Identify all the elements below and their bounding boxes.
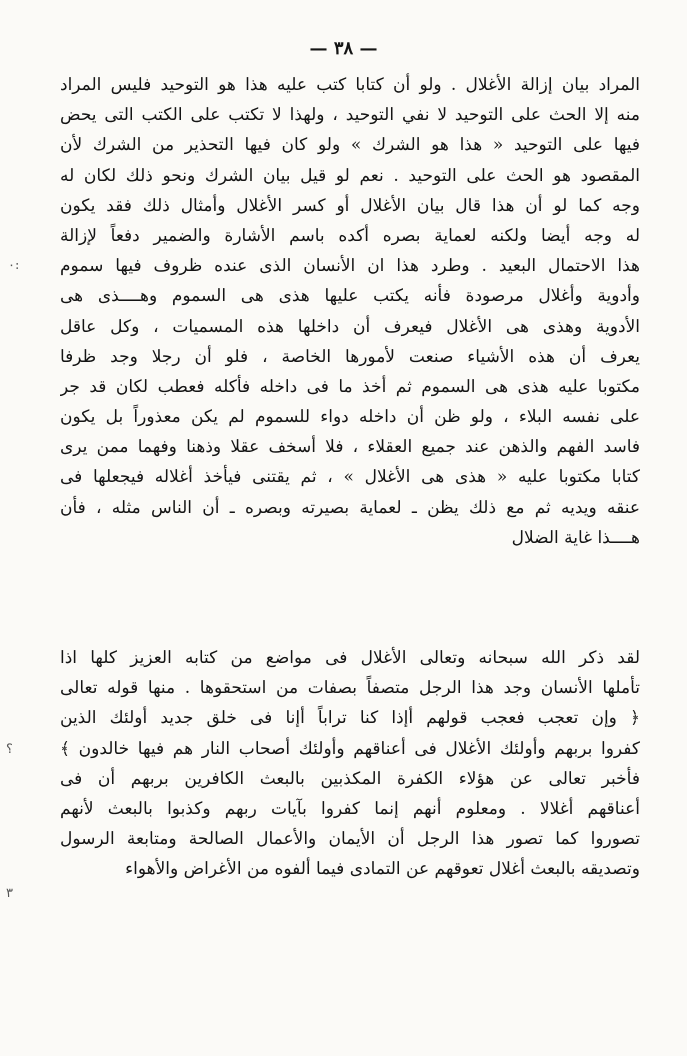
text-line: يعرف أن هذه الأشياء صنعت لأمورها الخاصة ، فلو أن رجلا وجد ظرفا	[60, 346, 640, 367]
text-line: منه إلا الحث على التوحيد لا نفي التوحيد ، ولهذا لا تكتب على الكتب التى يحض	[60, 105, 640, 126]
text-line: وأدوية وأغلال مرصودة فأنه يكتب عليها هذى هى السموم وهــــذى هى	[60, 286, 640, 307]
margin-mark: ٠:	[8, 258, 20, 273]
text-line: لقد ذكر الله سبحانه وتعالى الأغلال فى مواضع من كتابه العزيز كلها اذا	[60, 648, 640, 668]
text-line: المراد بيان إزالة الأغلال . ولو أن كتابا كتب عليه هذا هو التوحيد فليس المراد	[60, 75, 640, 95]
text-line: فأخبر تعالى عن هؤلاء الكفرة المكذبين بالبعث الكافرين بربهم أن فى	[60, 768, 640, 789]
paragraph-2	[60, 643, 640, 885]
text-line: له وجه أيضا ولكنه لعماية بصره أكده باسم الأشارة والضمير دفعاً لإزالة	[60, 225, 640, 246]
margin-mark: ٣	[6, 886, 13, 901]
paragraph-1	[60, 70, 640, 553]
text-line: كتابا مكتوبا عليه « هذى هى الأغلال » ، ثم يقتنى فيأخذ أغلاله فيجعلها فى	[60, 467, 640, 488]
text-line: وتصديقه بالبعث أغلال تعوقهم عن التمادى فيما ألفوه من الأغراض والأهواء	[125, 859, 640, 880]
text-line: تأملها الأنسان وجد هذا الرجل متصفاً بصفات من استحقوها . منها قوله تعالى	[60, 678, 640, 699]
text-line: مكتوبا عليه هذى هى السموم ثم أخذ ما فى داخله فأكله فعطب لكان قد جر	[60, 376, 640, 397]
text-line: هذا الاحتمال البعيد . وطرد هذا ان الأنسان الذى عنده ظروف فيها سموم	[60, 256, 640, 277]
text-line: هــــذا غاية الضلال	[511, 527, 640, 548]
text-line: فيها على التوحيد « هذا هو الشرك » ولو كان فيها التحذير من الشرك لأن	[60, 135, 640, 156]
text-line: المقصود هو الحث على التوحيد . نعم لو قيل بيان الشرك ونحو ذلك لكان له	[60, 165, 640, 186]
page-number: — ٣٨ —	[309, 38, 378, 59]
text-line: فاسد الفهم والذهن عند جميع العقلاء ، فلا أسخف عقلا وذهنا وفهما ممن يرى	[60, 437, 640, 458]
text-line: كفروا بربهم وأولئك الأغلال فى أعناقهم وأولئك أصحاب النار هم فيها خالدون ﴾	[60, 738, 640, 759]
text-line: عنقه ويديه ثم مع ذلك يظن ـ لعماية بصيرته وبصره ـ أن الناس مثله ، فأن	[60, 497, 640, 518]
margin-mark: ؟	[6, 742, 13, 757]
text-line: على نفسه البلاء ، ولو ظن أن داخله دواء للسموم لم يكن معذوراً بل يكون	[60, 407, 640, 428]
text-line: الأدوية وهذى هى الأغلال فيعرف أن داخلها هذه المسميات ، وكل عاقل	[60, 316, 640, 337]
text-line: وجه كما لو أن هذا قال بيان الأغلال أو كسر الأغلال وأمثال ذلك فقد يكون	[60, 195, 640, 216]
text-line: تصوروا كما تصور هذا الرجل أن الأيمان والأعمال الصالحة ومتابعة الرسول	[60, 829, 640, 850]
text-line: أعناقهم أغلالا . ومعلوم أنهم إنما كفروا بآيات ربهم وكذبوا بالبعث لأنهم	[60, 798, 640, 819]
text-line: ﴿ وإن تعجب فعجب قولهم أإذا كنا تراباً أإنا فى خلق جديد أولئك الذين	[60, 708, 640, 729]
